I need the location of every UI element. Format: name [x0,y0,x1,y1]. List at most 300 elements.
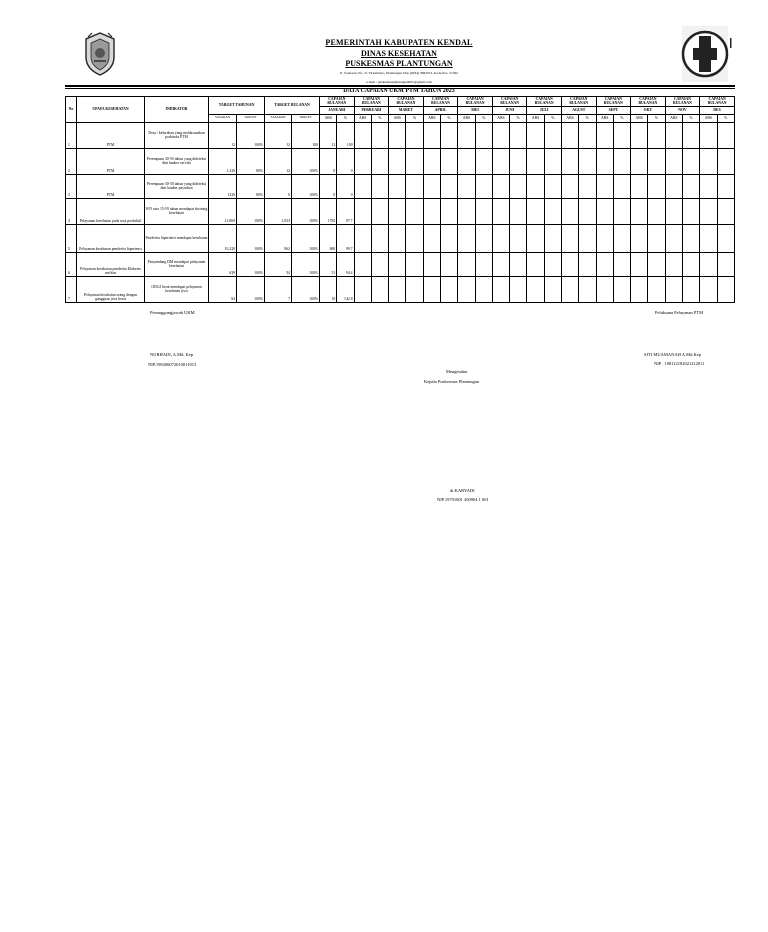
empty-cell [371,174,388,198]
empty-cell [700,224,717,252]
empty-cell [406,252,423,276]
empty-cell [475,198,492,224]
empty-cell [527,276,544,302]
table-row [66,252,735,276]
empty-cell [648,252,665,276]
table-header-row [66,97,735,107]
header-divider [65,85,735,87]
row-target-tahunan: 100% [237,252,265,276]
header-capaian-2: CAPAIAN BULANAN [389,97,424,107]
table-row [66,198,735,224]
table-row [66,174,735,198]
table-row [66,224,735,252]
header-upaya: UPAYA KESEHATAN [77,97,145,123]
empty-cell [631,174,648,198]
row-sasaran-bulanan: 0 [265,174,292,198]
empty-cell [458,276,475,302]
row-target-tahunan: 100% [237,122,265,148]
row-upaya: Pelayanan kesehatan pada usia produktif [77,198,145,224]
empty-cell [596,224,613,252]
empty-cell [389,148,406,174]
header-month-3: APRIL [423,106,458,114]
empty-cell [510,224,527,252]
header-abs-3: ABS [423,114,440,122]
empty-cell [665,252,682,276]
row-jan-pct: 0 [337,148,354,174]
empty-cell [579,122,596,148]
header-month-10: NOV [665,106,700,114]
empty-cell [406,224,423,252]
header-month-4: MEI [458,106,493,114]
row-sasaran-tahunan: 21,869 [209,198,237,224]
empty-cell [596,276,613,302]
head-role: Kepala Puskesmas Plantungan [424,379,479,384]
header-month-7: AGUST [561,106,596,114]
letterhead-address: Jl. Soekarno No. 21 Tirtomulyo, Plantungan Telp (0294) 3682013. Kode Pos. 51362 [340,71,458,75]
empty-cell [648,174,665,198]
document-title: DATA CAPAIAN UKM PTM TAHUN 2023 [343,88,455,94]
header-month-1: PEBRUARI [354,106,389,114]
empty-cell [682,198,699,224]
row-indikator: Perempuan 30-50 tahun yang dideteksi dini kanker payudara [145,174,209,198]
capaian-table [65,96,735,303]
row-jan-abs: 0 [320,174,337,198]
empty-cell [406,122,423,148]
empty-cell [492,276,509,302]
row-no: 2 [66,148,77,174]
empty-cell [423,224,440,252]
header-capaian-7: CAPAIAN BULANAN [561,97,596,107]
empty-cell [492,198,509,224]
empty-cell [423,122,440,148]
empty-cell [579,276,596,302]
empty-cell [665,148,682,174]
empty-cell [389,224,406,252]
empty-cell [423,198,440,224]
empty-cell [631,198,648,224]
header-month-5: JUNI [492,106,527,114]
row-sasaran-tahunan: 639 [209,252,237,276]
row-jan-abs: 0 [320,148,337,174]
empty-cell [458,252,475,276]
empty-cell [579,148,596,174]
empty-cell [527,252,544,276]
row-jan-pct: 97.7 [337,198,354,224]
empty-cell [441,224,458,252]
header-sasaran-2: SASARAN [265,114,292,122]
empty-cell [492,224,509,252]
empty-cell [441,198,458,224]
empty-cell [458,198,475,224]
row-target-bulanan: 100% [292,198,320,224]
empty-cell [475,122,492,148]
header-abs-10: ABS [665,114,682,122]
empty-cell [682,276,699,302]
empty-cell [631,122,648,148]
empty-cell [596,198,613,224]
empty-cell [631,148,648,174]
empty-cell [354,276,371,302]
empty-cell [371,122,388,148]
row-sasaran-bulanan: 54 [265,252,292,276]
row-target-tahunan: 100% [237,276,265,302]
empty-cell [510,148,527,174]
empty-cell [423,252,440,276]
empty-cell [441,252,458,276]
header-capaian-6: CAPAIAN BULANAN [527,97,562,107]
empty-cell [596,174,613,198]
puskesmas-cross-logo-icon [680,24,732,86]
empty-cell [613,122,630,148]
empty-cell [406,198,423,224]
empty-cell [389,122,406,148]
header-capaian-0: CAPAIAN BULANAN [320,97,355,107]
header-pct-0: % [337,114,354,122]
empty-cell [717,276,735,302]
empty-cell [700,252,717,276]
empty-cell [665,276,682,302]
empty-cell [354,198,371,224]
header-month-6: JULI [527,106,562,114]
header-pct-5: % [510,114,527,122]
row-upaya: Pelayanan kesehatan penderita Diabetes melitus [77,252,145,276]
empty-cell [371,148,388,174]
empty-cell [510,252,527,276]
empty-cell [682,224,699,252]
header-capaian-11: CAPAIAN BULANAN [700,97,735,107]
header-abs-11: ABS [700,114,717,122]
row-upaya: PTM [77,174,145,198]
empty-cell [527,122,544,148]
header-pct-2: % [406,114,423,122]
empty-cell [527,174,544,198]
row-sasaran-bulanan: 862 [265,224,292,252]
empty-cell [613,198,630,224]
empty-cell [354,252,371,276]
header-capaian-1: CAPAIAN BULANAN [354,97,389,107]
empty-cell [492,252,509,276]
empty-cell [544,276,561,302]
row-sasaran-tahunan: 1320 [209,174,237,198]
header-month-8: SEPT [596,106,631,114]
row-sasaran-bulanan: 12 [265,148,292,174]
empty-cell [561,224,578,252]
empty-cell [579,198,596,224]
table-row [66,276,735,302]
header-month-2: MARET [389,106,424,114]
right-signature-name: SITI MUAMANAH A.Md.Kep [644,352,701,357]
empty-cell [544,198,561,224]
row-no: 3 [66,174,77,198]
row-sasaran-tahunan: 84 [209,276,237,302]
empty-cell [527,198,544,224]
empty-cell [371,224,388,252]
row-target-bulanan: 100% [292,148,320,174]
header-abs-7: ABS [561,114,578,122]
empty-cell [389,276,406,302]
row-upaya: PTM [77,148,145,174]
empty-cell [648,224,665,252]
header-abs-2: ABS [389,114,406,122]
left-signature-role: Penanggungjawab UKM [150,310,195,315]
row-jan-pct: 0 [337,174,354,198]
header-target-tahunan: TARGET TAHUNAN [209,97,265,115]
empty-cell [371,252,388,276]
empty-cell [441,276,458,302]
empty-cell [371,198,388,224]
empty-cell [717,148,735,174]
empty-cell [682,252,699,276]
header-sasaran-0: SASARAN [209,114,237,122]
row-indikator: Penderita hipertensi mendapat kesehatan [145,224,209,252]
row-upaya: PTM [77,122,145,148]
empty-cell [544,174,561,198]
empty-cell [613,224,630,252]
letterhead-line-1: PEMERINTAH KABUPATEN KENDAL [325,38,473,47]
empty-cell [406,148,423,174]
empty-cell [561,122,578,148]
header-month-0: JANUARI [320,106,355,114]
header-pct-4: % [475,114,492,122]
empty-cell [389,174,406,198]
empty-cell [561,198,578,224]
empty-cell [717,224,735,252]
empty-cell [371,276,388,302]
head-nip: NIP.19701001 200904 1 001 [437,497,489,502]
header-indikator: INDIKATOR [145,97,209,123]
empty-cell [475,252,492,276]
empty-cell [561,148,578,174]
empty-cell [354,224,371,252]
header-pct-8: % [613,114,630,122]
header-capaian-3: CAPAIAN BULANAN [423,97,458,107]
row-jan-abs: 1782 [320,198,337,224]
empty-cell [579,252,596,276]
empty-cell [631,252,648,276]
empty-cell [389,252,406,276]
empty-cell [423,148,440,174]
empty-cell [665,224,682,252]
header-target-bulanan: TARGET BULANAN [265,97,320,115]
row-jan-pct: 99.7 [337,224,354,252]
empty-cell [561,252,578,276]
empty-cell [406,174,423,198]
empty-cell [700,148,717,174]
empty-cell [613,252,630,276]
row-target-tahunan: 80% [237,148,265,174]
empty-cell [475,174,492,198]
empty-cell [527,224,544,252]
row-jan-pct: 142.8 [337,276,354,302]
empty-cell [544,252,561,276]
header-pct-3: % [441,114,458,122]
empty-cell [717,174,735,198]
header-abs-4: ABS [458,114,475,122]
empty-cell [510,174,527,198]
right-signature-nip: NIP . 198112182021212011 [654,361,705,366]
row-target-bulanan: 100% [292,252,320,276]
empty-cell [613,174,630,198]
row-no: 1 [66,122,77,148]
header-abs-6: ABS [527,114,544,122]
empty-cell [423,174,440,198]
row-jan-pct: 94.4 [337,252,354,276]
empty-cell [423,276,440,302]
empty-cell [682,174,699,198]
header-pct-9: % [648,114,665,122]
empty-cell [458,148,475,174]
empty-cell [458,224,475,252]
empty-cell [406,276,423,302]
row-upaya: Pelayanan kesehatan orang dengan gangguan jiwa berat [77,276,145,302]
empty-cell [631,276,648,302]
empty-cell [561,174,578,198]
empty-cell [648,148,665,174]
left-signature-name: NURHADI, A.Md. Kep [150,352,194,357]
empty-cell [700,122,717,148]
header-abs-9: ABS [631,114,648,122]
header-abs-1: ABS [354,114,371,122]
header-target-1: TARGET [237,114,265,122]
header-pct-11: % [717,114,735,122]
empty-cell [700,276,717,302]
left-signature-nip: NIP.198206072010011013 [148,362,197,367]
empty-cell [510,122,527,148]
row-indikator: Penyandang DM mendapat pelayanan kesehatan [145,252,209,276]
header-month-11: DES [700,106,735,114]
row-target-bulanan: 100% [292,276,320,302]
empty-cell [648,122,665,148]
header-abs-8: ABS [596,114,613,122]
header-abs-0: ABS [320,114,337,122]
header-pct-10: % [682,114,699,122]
row-sasaran-tahunan: 12 [209,122,237,148]
empty-cell [648,198,665,224]
empty-cell [700,174,717,198]
letterhead-line-2: DINAS KESEHATAN [361,49,437,58]
row-sasaran-bulanan: 7 [265,276,292,302]
row-sasaran-bulanan: 1,823 [265,198,292,224]
empty-cell [682,122,699,148]
empty-cell [441,122,458,148]
empty-cell [475,148,492,174]
header-capaian-5: CAPAIAN BULANAN [492,97,527,107]
empty-cell [475,276,492,302]
header-abs-5: ABS [492,114,509,122]
empty-cell [665,122,682,148]
empty-cell [700,198,717,224]
empty-cell [510,276,527,302]
row-no: 4 [66,198,77,224]
row-indikator: Perempuan 30-50 tahun yang dideteksi dini kanker serviks [145,148,209,174]
table-row [66,148,735,174]
header-target-3: TARGET [292,114,320,122]
empty-cell [596,122,613,148]
empty-cell [631,224,648,252]
right-signature-role: Pelaksana Pelayanan PTM [655,310,703,315]
header-month-9: OKT [631,106,666,114]
row-jan-abs: 860 [320,224,337,252]
empty-cell [579,174,596,198]
row-target-bulanan: 100% [292,224,320,252]
empty-cell [458,174,475,198]
letterhead-line-3: PUSKESMAS PLANTUNGAN [345,59,453,68]
row-sasaran-tahunan: 1,320 [209,148,237,174]
empty-cell [665,174,682,198]
empty-cell [458,122,475,148]
empty-cell [510,198,527,224]
empty-cell [492,122,509,148]
empty-cell [613,148,630,174]
empty-cell [665,198,682,224]
empty-cell [717,252,735,276]
empty-cell [527,148,544,174]
empty-cell [648,276,665,302]
row-sasaran-tahunan: 10,220 [209,224,237,252]
row-no: 7 [66,276,77,302]
row-jan-pct: 100 [337,122,354,148]
header-pct-7: % [579,114,596,122]
letterhead-email: e-mail : puskesmasplantungan001@gmail.com [366,80,432,84]
header-capaian-10: CAPAIAN BULANAN [665,97,700,107]
empty-cell [717,122,735,148]
row-indikator: ODGJ berat mendapat pelayanan kesehatan jiwa [145,276,209,302]
header-pct-6: % [544,114,561,122]
empty-cell [613,276,630,302]
empty-cell [354,122,371,148]
row-indikator: WN usia 15-59 tahun mendapat skrining kesehatan [145,198,209,224]
empty-cell [354,174,371,198]
empty-cell [596,252,613,276]
row-jan-abs: 10 [320,276,337,302]
row-target-tahunan: 100% [237,198,265,224]
row-sasaran-bulanan: 12 [265,122,292,148]
empty-cell [717,198,735,224]
header-capaian-4: CAPAIAN BULANAN [458,97,493,107]
header-capaian-9: CAPAIAN BULANAN [631,97,666,107]
header-pct-1: % [371,114,388,122]
row-jan-abs: 51 [320,252,337,276]
row-target-tahunan: 100% [237,224,265,252]
empty-cell [492,148,509,174]
row-no: 5 [66,224,77,252]
kendal-regency-crest-icon [80,31,120,77]
empty-cell [441,148,458,174]
header-no: No [66,97,77,123]
empty-cell [544,122,561,148]
row-jan-abs: 12 [320,122,337,148]
empty-cell [389,198,406,224]
row-target-bulanan: 100 [292,122,320,148]
empty-cell [596,148,613,174]
head-name: dr.KARYADI [450,488,475,493]
empty-cell [561,276,578,302]
acknowledged-label: Mengetahui [446,369,468,374]
empty-cell [492,174,509,198]
row-target-tahunan: 80% [237,174,265,198]
table-row [66,122,735,148]
empty-cell [579,224,596,252]
row-target-bulanan: 100% [292,174,320,198]
empty-cell [544,224,561,252]
empty-cell [682,148,699,174]
empty-cell [441,174,458,198]
row-indikator: Desa / kelurahan yang melaksanakan posbindu PTM [145,122,209,148]
empty-cell [354,148,371,174]
row-no: 6 [66,252,77,276]
row-upaya: Pelayanan kesehatan penderita hipertensi [77,224,145,252]
empty-cell [544,148,561,174]
